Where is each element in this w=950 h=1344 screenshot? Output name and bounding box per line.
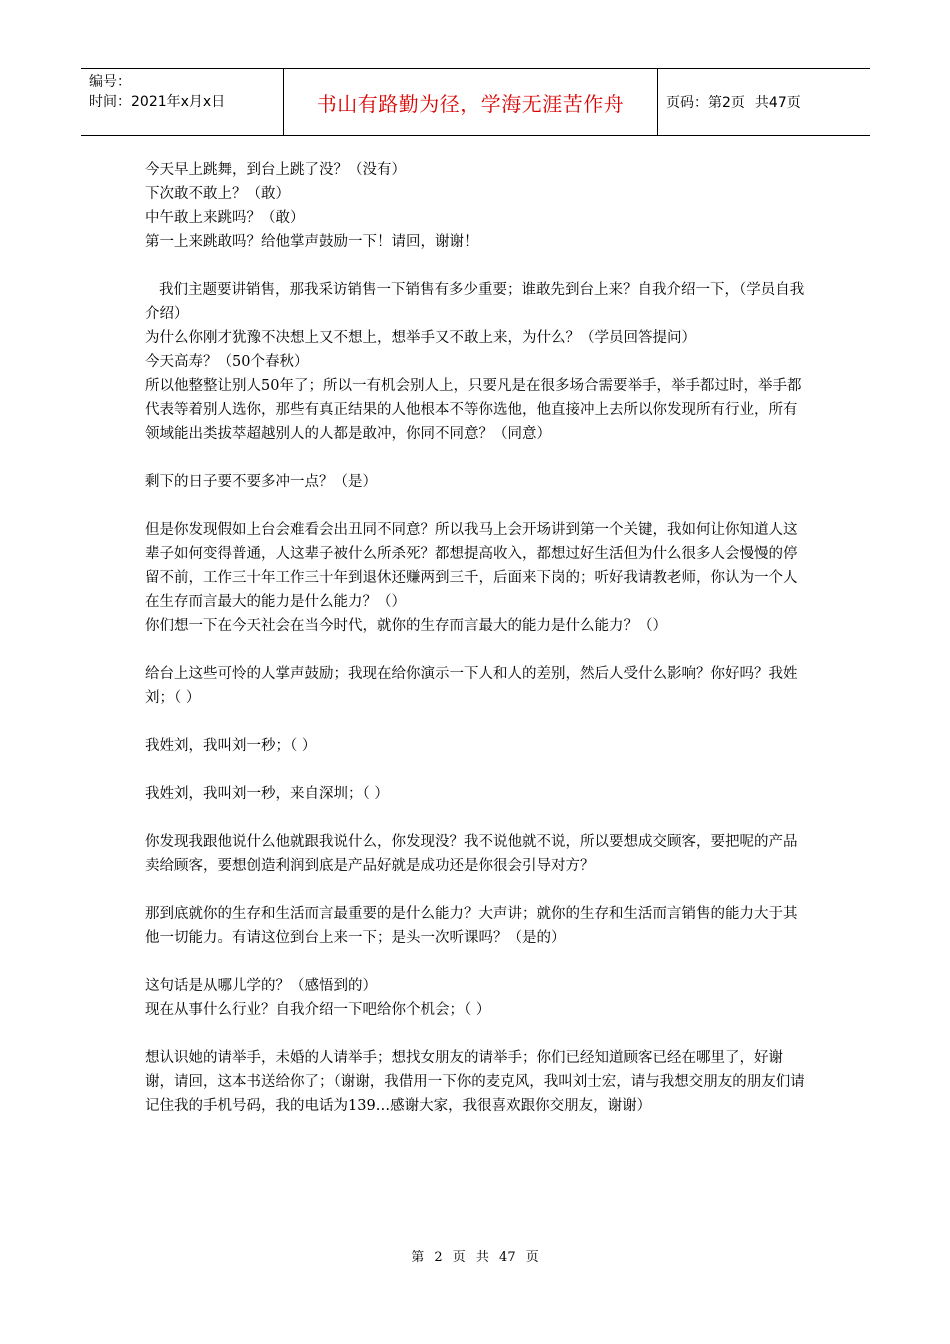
- paragraph: 所以他整整让别人50年了；所以一有机会别人上，只要凡是在很多场合需要举手，举手都过时，举手都代表等着别人选你，那些有真正结果的人他根本不等你选他，他直接冲上去所以你发现所有行业，所有领域能出类拔萃超越别人的人都是敢冲，你同不同意？（同意）: [145, 378, 802, 442]
- blank-line: [145, 446, 810, 470]
- paragraph: 这句话是从哪儿学的？（感悟到的）: [145, 978, 377, 994]
- paragraph: 现在从事什么行业？自我介绍一下吧给你个机会；（ ）: [145, 1002, 491, 1018]
- paragraph: 下次敢不敢上？（敢）: [145, 186, 290, 202]
- document-header: [81, 68, 870, 136]
- paragraph: 剩下的日子要不要多冲一点？（是）: [145, 474, 377, 490]
- paragraph: 我姓刘，我叫刘一秒；（ ）: [145, 738, 317, 754]
- page-info-total: 共47页: [754, 95, 801, 111]
- blank-line: [145, 494, 810, 518]
- paragraph: 为什么你刚才犹豫不决想上又不想上，想举手又不敢上来，为什么？（学员回答提问）: [145, 330, 696, 346]
- paragraph: 你们想一下在今天社会在当今时代，就你的生存而言最大的能力是什么能力？（）: [145, 618, 667, 634]
- blank-line: [145, 254, 810, 278]
- time-label: 时间：2021年x月x日: [89, 94, 226, 110]
- paragraph: 中午敢上来跳吗？（敢）: [145, 210, 305, 226]
- page-info-current: 页码：第2页: [666, 95, 745, 111]
- blank-line: [145, 1022, 810, 1046]
- blank-line: [145, 806, 810, 830]
- blank-line: [145, 710, 810, 734]
- paragraph: 今天高寿？（50个春秋）: [145, 354, 309, 370]
- serial-label: 编号：: [89, 74, 131, 90]
- header-motto: 书山有路勤为径，学海无涯苦作舟: [283, 69, 658, 135]
- paragraph: 但是你发现假如上台会难看会出丑同不同意？所以我马上会开场讲到第一个关键，我如何让你知道人这辈子如何变得普通，人这辈子被什么所杀死？都想提高收入，都想过好生活但为什么很多人会慢慢的停留不前，工作三十年工作三十年到退休还赚两到三千，后面来下岗的；听好我请教老师，你认为一个人在生存而言最大的能力是什么能力？（）: [145, 522, 798, 610]
- paragraph: 今天早上跳舞，到台上跳了没？（没有）: [145, 162, 406, 178]
- paragraph: 那到底就你的生存和生活而言最重要的是什么能力？大声讲；就你的生存和生活而言销售的能力大于其他一切能力。有请这位到台上来一下；是头一次听课吗？（是的）: [145, 906, 798, 946]
- paragraph: 给台上这些可怜的人掌声鼓励；我现在给你演示一下人和人的差别，然后人受什么影响？你好吗？我姓刘；（ ）: [145, 666, 798, 706]
- document-body: [145, 158, 810, 1118]
- paragraph: 第一上来跳敢吗？给他掌声鼓励一下！请回，谢谢！: [145, 234, 479, 250]
- paragraph: 你发现我跟他说什么他就跟我说什么，你发现没？我不说他就不说，所以要想成交顾客，要把呢的产品卖给顾客，要想创造利润到底是产品好就是成功还是你很会引导对方？: [145, 834, 798, 874]
- header-meta: [81, 69, 283, 135]
- paragraph: 我姓刘，我叫刘一秒，来自深圳；（ ）: [145, 786, 389, 802]
- blank-line: [145, 638, 810, 662]
- paragraph: 我们主题要讲销售，那我采访销售一下销售有多少重要；谁敢先到台上来？自我介绍一下，（学员自我介绍）: [145, 282, 805, 322]
- blank-line: [145, 878, 810, 902]
- blank-line: [145, 758, 810, 782]
- paragraph: 想认识她的请举手，未婚的人请举手；想找女朋友的请举手；你们已经知道顾客已经在哪里了，好谢谢，请回，这本书送给你了；（谢谢，我借用一下你的麦克风，我叫刘士宏，请与我想交朋友的朋友们请记住我的手机号码，我的电话为139…感谢大家，我很喜欢跟你交朋友，谢谢）: [145, 1050, 805, 1114]
- header-page-info: [658, 69, 870, 135]
- blank-line: [145, 950, 810, 974]
- page-footer: 第 2 页 共 47 页: [411, 1250, 539, 1265]
